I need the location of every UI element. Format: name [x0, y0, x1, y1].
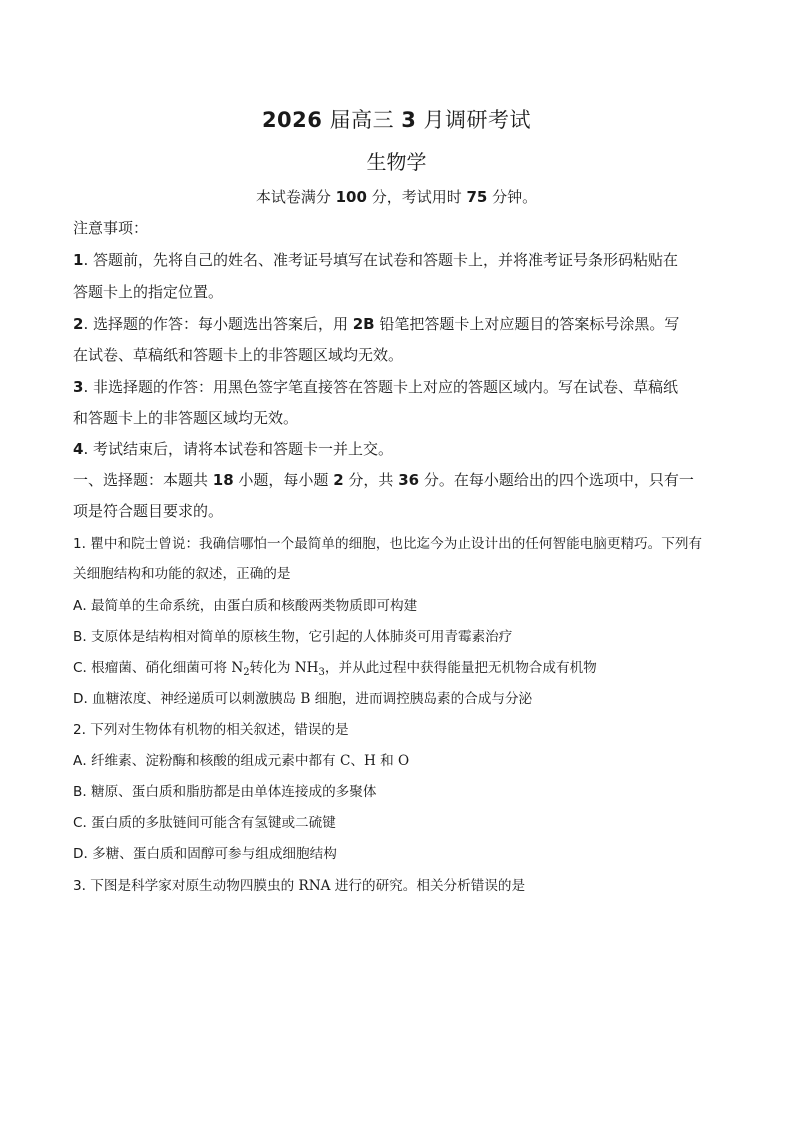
full-score: 100 [335, 188, 367, 206]
section-text: 一、选择题：本题共 [73, 471, 213, 489]
question-count: 18 [212, 471, 234, 489]
notice-text: . 非选择题的作答：用黑色签字笔直接答在答题卡上对应的答题区域内。写在试卷、草稿纸 [83, 378, 678, 396]
question-number: 3 [73, 878, 82, 894]
notice-item-3 [73, 376, 678, 397]
notice-item-1 [73, 249, 678, 270]
section-text-2: 小题，每小题 [233, 471, 334, 489]
notice-heading: 注意事项： [73, 219, 149, 237]
question-1-option-a [73, 594, 417, 614]
option-label: C [73, 660, 83, 676]
title-text-end: 月调研考试 [416, 108, 532, 132]
notice-item-3-cont: 和答题卡上的非答题区域均无效。 [73, 409, 299, 427]
points-each: 2 [333, 471, 344, 489]
question-1-option-b [73, 625, 512, 645]
exam-intro [0, 186, 793, 207]
section-heading-cont: 项是符合题目要求的。 [73, 502, 224, 520]
section-heading [73, 469, 694, 490]
question-1-option-d [73, 687, 532, 707]
notice-item-4 [73, 438, 393, 459]
question-2-stem [73, 718, 349, 738]
option-label: B [73, 784, 83, 800]
option-text: . 最简单的生命系统，由蛋白质和核酸两类物质即可构建 [82, 598, 418, 614]
question-text: . 下列对生物体有机物的相关叙述，错误的是 [81, 722, 349, 738]
notice-text: . 答题前，先将自己的姓名、准考证号填写在试卷和答题卡上，并将准考证号条形码粘贴在 [83, 251, 678, 269]
question-2-option-c [73, 811, 336, 831]
option-label: D [73, 846, 84, 862]
question-3-stem [73, 874, 525, 894]
section-text-4: 分。在每小题给出的四个选项中，只有一 [419, 471, 694, 489]
notice-text-cont: 铅笔把答题卡上对应题目的答案标号涂黑。写 [374, 315, 680, 333]
question-number: 1 [73, 536, 82, 552]
subscript: 2 [243, 667, 250, 678]
option-text: . 根瘤菌、硝化细菌可将 N [82, 660, 244, 676]
notice-number: 2 [73, 315, 84, 333]
notice-item-2 [73, 313, 679, 334]
question-2-option-d [73, 842, 337, 862]
option-text: . 支原体是结构相对简单的原核生物，它引起的人体肺炎可用青霉素治疗 [82, 629, 513, 645]
question-1-stem-cont: 关细胞结构和功能的叙述，正确的是 [73, 566, 291, 582]
exam-time: 75 [466, 188, 488, 206]
subscript: 3 [318, 667, 325, 678]
title-text: 届高三 [322, 108, 402, 132]
points-total: 36 [398, 471, 420, 489]
question-text: . 下图是科学家对原生动物四膜虫的 RNA 进行的研究。相关分析错误的是 [81, 878, 526, 894]
notice-item-1-cont: 答题卡上的指定位置。 [73, 283, 224, 301]
intro-text-end: 分钟。 [487, 188, 538, 206]
notice-number: 3 [73, 378, 84, 396]
option-text: . 纤维素、淀粉酶和核酸的组成元素中都有 C、H 和 O [82, 753, 410, 769]
notice-text: . 选择题的作答：每小题选出答案后，用 [83, 315, 353, 333]
option-text-3: ，并从此过程中获得能量把无机物合成有机物 [324, 660, 597, 676]
question-number: 2 [73, 722, 82, 738]
question-2-option-b [73, 780, 376, 800]
option-label: C [73, 815, 83, 831]
notice-text: . 考试结束后，请将本试卷和答题卡一并上交。 [83, 440, 393, 458]
notice-number: 4 [73, 440, 84, 458]
intro-text-mid: 分，考试用时 [366, 188, 467, 206]
option-label: A [73, 753, 83, 769]
option-text-2: 转化为 NH [249, 660, 319, 676]
question-1-stem [73, 532, 702, 552]
section-text-3: 分，共 [343, 471, 399, 489]
option-text: . 蛋白质的多肽链间可能含有氢键或二硫键 [82, 815, 336, 831]
notice-number: 1 [73, 251, 84, 269]
option-label: A [73, 598, 83, 614]
option-label: B [73, 629, 83, 645]
option-label: D [73, 691, 84, 707]
question-2-option-a [73, 749, 409, 769]
option-text: . 糖原、蛋白质和脂肪都是由单体连接成的多聚体 [82, 784, 377, 800]
notice-item-2-cont: 在试卷、草稿纸和答题卡上的非答题区域均无效。 [73, 346, 404, 364]
question-1-option-c [73, 656, 597, 676]
pencil-grade: 2B [352, 315, 375, 333]
exam-month: 3 [401, 108, 417, 132]
option-text: . 多糖、蛋白质和固醇可参与组成细胞结构 [83, 846, 337, 862]
exam-year: 2026 [261, 108, 323, 132]
intro-text: 本试卷满分 [255, 188, 336, 206]
exam-title [0, 104, 793, 134]
question-text: . 瞿中和院士曾说：我确信哪怕一个最简单的细胞，也比迄今为止设计出的任何智能电脑更精巧。下列有 [81, 536, 703, 552]
subject-title: 生物学 [366, 150, 427, 174]
option-text: . 血糖浓度、神经递质可以刺激胰岛 B 细胞，进而调控胰岛素的合成与分泌 [83, 691, 533, 707]
